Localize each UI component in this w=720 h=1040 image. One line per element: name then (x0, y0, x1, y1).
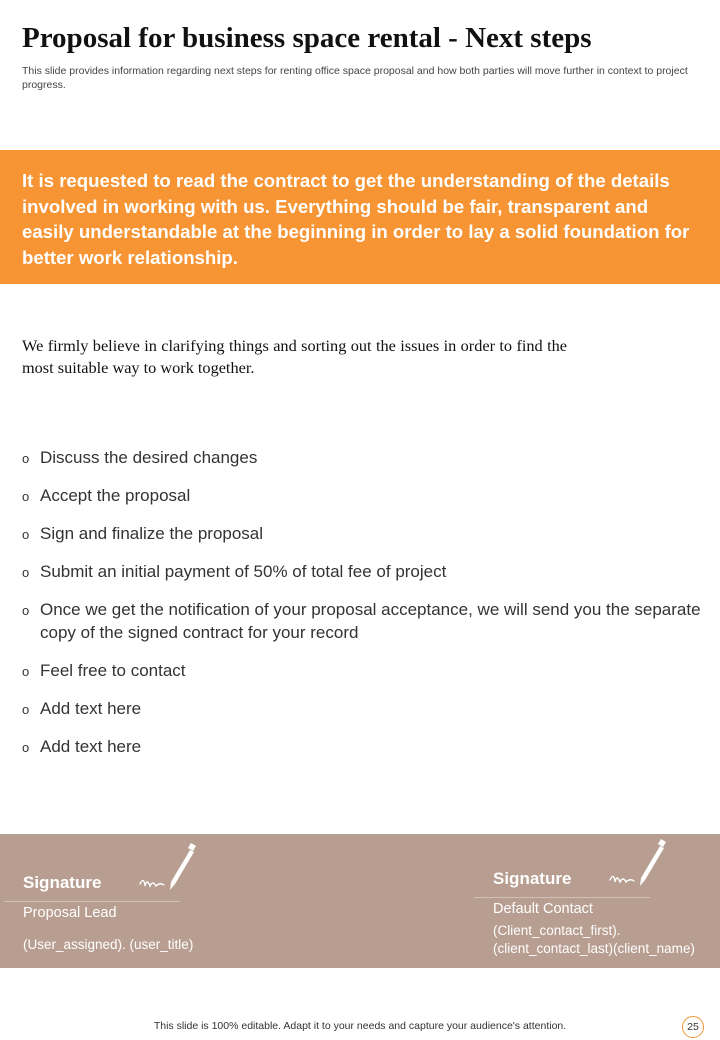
list-item-text: Sign and finalize the proposal (40, 524, 264, 543)
list-item (22, 659, 702, 682)
bullet-icon: o (22, 664, 30, 679)
bullet-icon: o (22, 740, 30, 755)
signature-role: Default Contact (493, 901, 593, 917)
list-item (22, 484, 702, 507)
signature-detail-line-2: (client_contact_last)(client_name) (493, 941, 695, 956)
signature-detail: (User_assigned). (user_title) (23, 937, 194, 952)
highlight-banner (0, 150, 720, 284)
signature-heading: Signature (493, 869, 572, 888)
list-item (22, 735, 702, 758)
signature-divider (4, 901, 180, 902)
pen-signature-icon (138, 842, 198, 894)
bullet-icon: o (22, 702, 30, 717)
list-item (22, 598, 702, 644)
list-item-text: Feel free to contact (40, 661, 186, 680)
bullet-icon: o (22, 451, 30, 466)
list-item-text: Once we get the notification of your proposal acceptance, we will send you the separate copy of the signed contract for your record (40, 600, 701, 642)
list-item-text: Submit an initial payment of 50% of total fee of project (40, 562, 447, 581)
bullet-icon: o (22, 603, 30, 618)
page-subtitle: This slide provides information regarding next steps for renting office space proposal and how both parties will move further in context to project progress. (22, 65, 688, 91)
bullet-icon: o (22, 489, 30, 504)
intro-paragraph: We firmly believe in clarifying things and sorting out the issues in order to find the most suitable way to work together. (22, 336, 567, 377)
banner-text: It is requested to read the contract to get the understanding of the details involved in working with us. Everything should be fair, transparent and easily understandable at the beginning in order to lay a solid foundation for better work relationship. (22, 170, 690, 268)
page-title: Proposal for business space rental - Next steps (22, 22, 592, 54)
next-steps-list (22, 446, 702, 773)
bullet-icon: o (22, 527, 30, 542)
signature-detail-line-1: (Client_contact_first). (493, 923, 621, 938)
list-item (22, 560, 702, 583)
pen-signature-icon (608, 838, 668, 890)
page-number: 25 (682, 1016, 704, 1038)
list-item (22, 522, 702, 545)
signature-heading: Signature (23, 873, 102, 892)
bullet-icon: o (22, 565, 30, 580)
list-item-text: Add text here (40, 699, 142, 718)
list-item (22, 446, 702, 469)
list-item-text: Accept the proposal (40, 486, 191, 505)
list-item-text: Discuss the desired changes (40, 448, 258, 467)
signature-role: Proposal Lead (23, 905, 117, 921)
footer-note: This slide is 100% editable. Adapt it to your needs and capture your audience's attention. (153, 1020, 567, 1032)
list-item (22, 697, 702, 720)
list-item-text: Add text here (40, 737, 142, 756)
signature-section (0, 834, 720, 968)
signature-divider (474, 897, 650, 898)
